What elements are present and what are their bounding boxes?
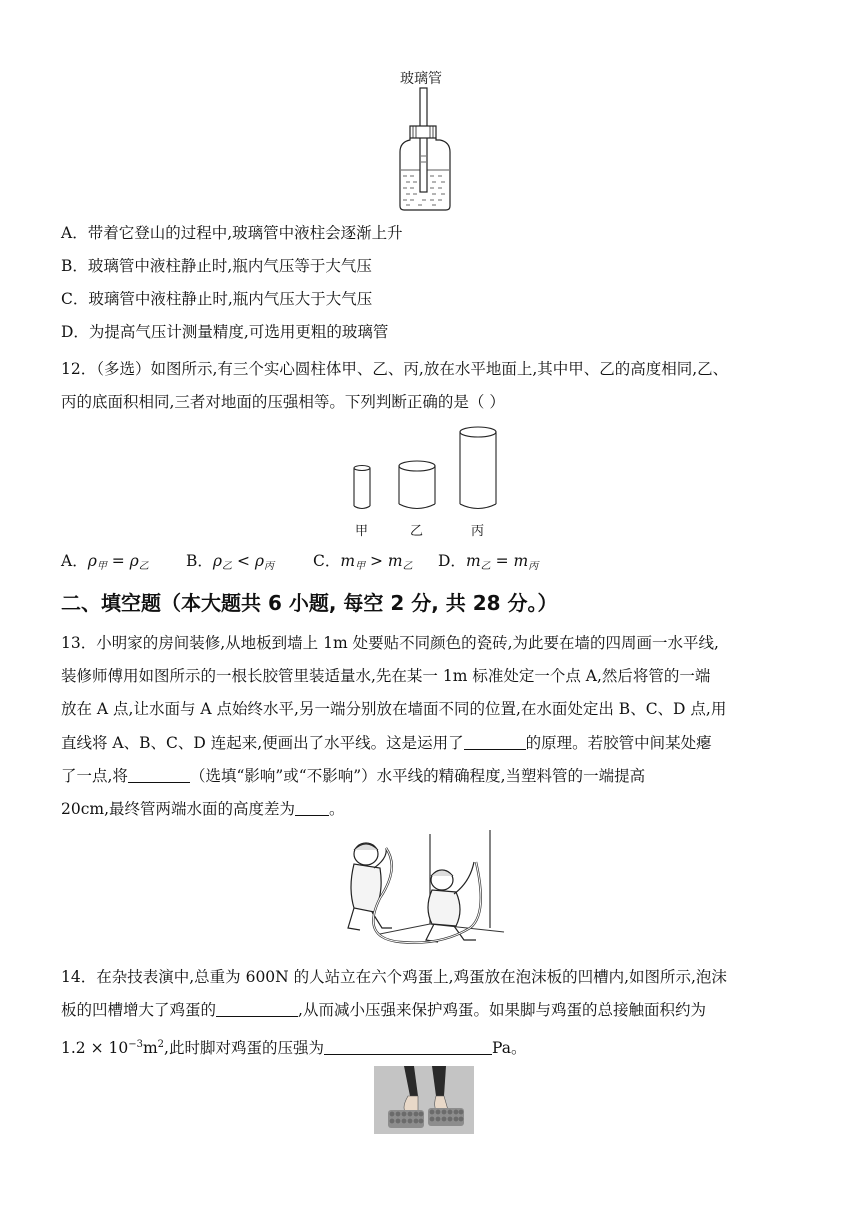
workers-hose-figure <box>340 828 512 952</box>
q11-option-a: A．带着它登山的过程中,玻璃管中液柱会逐渐上升 <box>61 224 403 242</box>
cylinder-label-yi: 乙 <box>410 524 424 539</box>
q11-option-c: C．玻璃管中液柱静止时,瓶内气压大于大气压 <box>61 290 373 308</box>
q11-option-d: D．为提高气压计测量精度,可选用更粗的玻璃管 <box>61 323 389 341</box>
workers-hose-drawing <box>340 828 512 952</box>
q12-stem-line2: 丙的底面积相同,三者对地面的压强相等。下列判断正确的是（ ） <box>61 393 505 411</box>
q14-blank-2[interactable] <box>324 1039 492 1055</box>
q12-option-a: A．$\rho_甲 = \rho_乙$ <box>61 552 149 572</box>
q14-line2: 板的凹槽增大了鸡蛋的 ,从而减小压强来保护鸡蛋。如果脚与鸡蛋的总接触面积约为 <box>61 1001 706 1019</box>
q12-option-b: B．$\rho_乙 < \rho_丙$ <box>186 552 274 572</box>
q13-blank-1[interactable] <box>464 734 526 750</box>
q13-line1: 13．小明家的房间装修,从地板到墙上 1m 处要贴不同颜色的瓷砖,为此要在墙的四周画一水平线, <box>61 634 719 652</box>
cylinder-label-jia: 甲 <box>355 524 369 539</box>
q14-blank-1[interactable] <box>216 1001 298 1017</box>
q13-line5: 了一点,将 （选填“影响”或“不影响”）水平线的精确程度,当塑料管的一端提高 <box>61 767 646 785</box>
section-heading-fill-in: 二、填空题（本大题共 6 小题, 每空 2 分, 共 28 分。） <box>61 591 558 615</box>
cylinder-label-bing: 丙 <box>471 524 485 539</box>
q13-line6: 20cm,最终管两端水面的高度差为 。 <box>61 800 345 818</box>
q12-stem-line1: 12．（多选）如图所示,有三个实心圆柱体甲、乙、丙,放在水平地面上,其中甲、乙的高度相同,乙、 <box>61 360 729 378</box>
bottle-barometer-figure <box>392 64 472 214</box>
q13-blank-3[interactable] <box>295 800 329 816</box>
q13-line4: 直线将 A、B、C、D 连起来,便画出了水平线。这是运用了 的原理。若胶管中间某处瘪 <box>61 734 712 752</box>
q11-option-b: B．玻璃管中液柱静止时,瓶内气压等于大气压 <box>61 257 372 275</box>
q13-blank-2[interactable] <box>128 767 190 783</box>
feet-on-eggs-drawing <box>374 1066 474 1134</box>
bottle-barometer-drawing <box>392 64 472 214</box>
q12-option-d: D．$m_乙 = m_丙$ <box>438 552 539 572</box>
q13-line3: 放在 A 点,让水面与 A 点始终水平,另一端分别放在墙面不同的位置,在水面处定出 B、C、D 点,用 <box>61 700 727 718</box>
q13-line2: 装修师傅用如图所示的一根长胶管里装适量水,先在某一 1m 标准处定一个点 A,然后将管的一端 <box>61 667 711 685</box>
q12-option-c: C．$m_甲 > m_乙$ <box>313 552 413 572</box>
glass-tube-label: 玻璃管 <box>400 71 442 87</box>
cylinders-drawing <box>340 420 510 520</box>
feet-on-eggs-photo <box>374 1066 474 1134</box>
cylinders-figure <box>340 420 510 542</box>
q14-line3: $1.2 \times 10^{-3}m^2$,此时脚对鸡蛋的压强为 Pa。 <box>61 1039 527 1058</box>
q14-line1: 14．在杂技表演中,总重为 600N 的人站立在六个鸡蛋上,鸡蛋放在泡沫板的凹槽内,如图所示,泡沫 <box>61 968 727 986</box>
